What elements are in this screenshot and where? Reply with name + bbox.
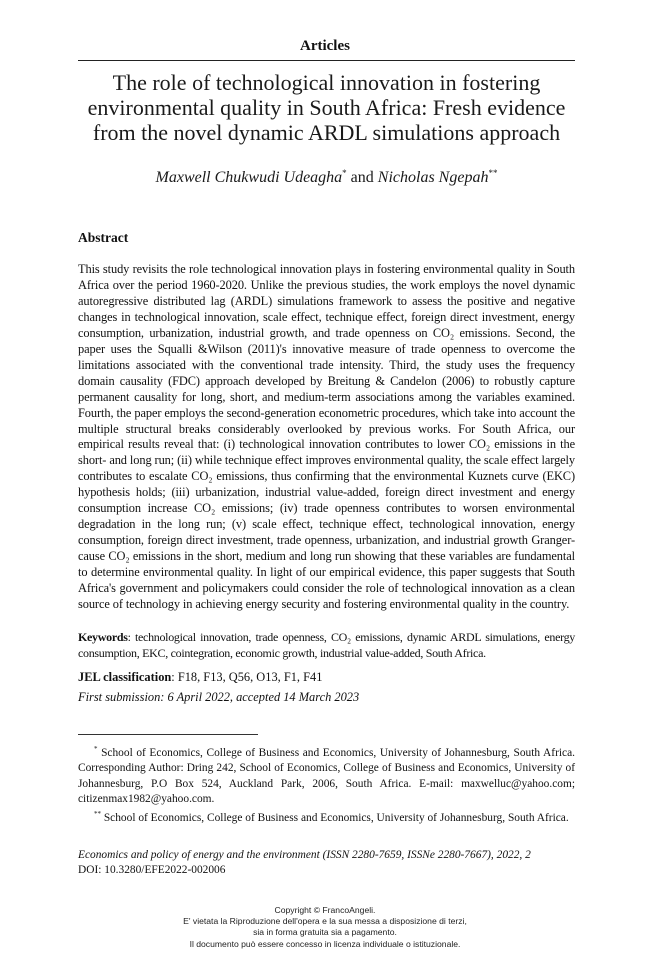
copyright-line-3: sia in forma gratuita sia a pagamento.	[253, 927, 397, 938]
copyright-line-2: E' vietata la Riproduzione dell'opera e la sua messa a disposizione di terzi,	[183, 916, 467, 927]
jel-label: JEL classification	[78, 670, 172, 684]
journal-info	[78, 848, 575, 878]
copyright-notice	[0, 905, 650, 950]
section-label: Articles	[300, 38, 350, 54]
footnote-divider	[78, 734, 258, 735]
author-line	[78, 168, 575, 187]
footnote-1-text: School of Economics, College of Business and Economics, University of Johannesburg, South Africa. Corresponding Author: Dring 242, School of Economics, College of Business and Economics, University of Johannesburg, P.O Box 524, Auckland Park, 2006, South Africa. E-mail: maxwelluc@yahoo.com; citizenmax1982@yahoo.com.	[78, 747, 575, 805]
author-name-2: Nicholas Ngepah	[377, 169, 489, 186]
footnote-2	[78, 807, 575, 826]
footnote-2-mark: **	[94, 810, 101, 819]
footnote-2-text: School of Economics, College of Business and Economics, University of Johannesburg, South Africa.	[101, 812, 569, 825]
author-name-1: Maxwell Chukwudi Udeagha	[155, 169, 343, 186]
section-divider	[78, 60, 575, 61]
keywords-label: Keywords	[78, 630, 128, 644]
footnote-1	[78, 742, 575, 807]
doi: DOI: 10.3280/EFE2022-002006	[78, 864, 226, 876]
author-mark-2: **	[488, 168, 498, 178]
abstract-body: This study revisits the role technological innovation plays in fostering environmental quality in South Africa over the period 1960-2020. Unlike the previous studies, the work employs the novel dynamic autoregressive distributed lag (ARDL) simulations framework to assess the positive and negative changes in technological innovation, scale effect, technique effect, foreign direct investment, energy consumption, urbanization, industrial growth, and trade openness on CO₂ emissions. Second, the paper uses the Squalli &Wilson (2011)'s innovative measure of trade openness to overcome the limitations associated with the conventional trade intensity. Third, the study uses the frequency domain causality (FDC) approach developed by Breitung & Candelon (2006) to robustly capture permanent causality for long, short, and medium-term associations among the variables examined. Fourth, the paper employs the second-generation econometric procedures, which take into account the multiple structural breaks considerably overlooked by previous works. For South Africa, our empirical results reveal that: (i) technological innovation contributes to lower CO₂ emissions in the short- and long run; (ii) while technique effect improves environmental quality, the scale effect largely contributes to escalate CO₂ emissions, thus confirming that the environmental Kuznets curve (EKC) hypothesis holds; (iii) urbanization, industrial value-added, foreign direct investment and energy consumption increase CO₂ emissions; (iv) trade openness contributes to worsen environmental degradation in the long run; (v) scale effect, technique effect, technological innovation, energy consumption, foreign direct investment, trade openness, urbanization, and industrial growth Granger-cause CO₂ emissions in the short, medium and long run showing that these variables are fundamental to determine environmental quality. In light of our empirical evidence, this paper suggests that South Africa's government and policymakers could consider the role of technological innovation as a clean source of technology in achieving energy security and fostering environmental quality in the country.	[78, 262, 575, 612]
copyright-line-1: Copyright © FrancoAngeli.	[274, 905, 376, 915]
keywords	[78, 630, 575, 661]
abstract-heading: Abstract	[78, 230, 129, 245]
jel-codes: : F18, F13, Q56, O13, F1, F41	[171, 670, 323, 684]
keywords-text: : technological innovation, trade openness, CO₂ emissions, dynamic ARDL simulations, energy consumption, EKC, cointegration, economic growth, industrial value-added, South Africa.	[78, 630, 575, 660]
submission-dates: First submission: 6 April 2022, accepted 14 March 2023	[78, 690, 360, 704]
footnotes	[78, 742, 575, 826]
copyright-line-4: Il documento può essere concesso in licenza individuale o istituzionale.	[189, 938, 461, 949]
journal-reference: Economics and policy of energy and the environment (ISSN 2280-7659, ISSNe 2280-7667), 2022, 2	[78, 849, 531, 861]
footnote-1-mark: *	[94, 745, 98, 753]
article-title: The role of technological innovation in fostering environmental quality in South Africa: Fresh evidence from the novel dynamic ARDL simulations approach	[87, 70, 566, 145]
author-conjunction: and	[346, 169, 378, 186]
author-mark-1: *	[342, 168, 347, 178]
jel-classification	[78, 670, 322, 685]
